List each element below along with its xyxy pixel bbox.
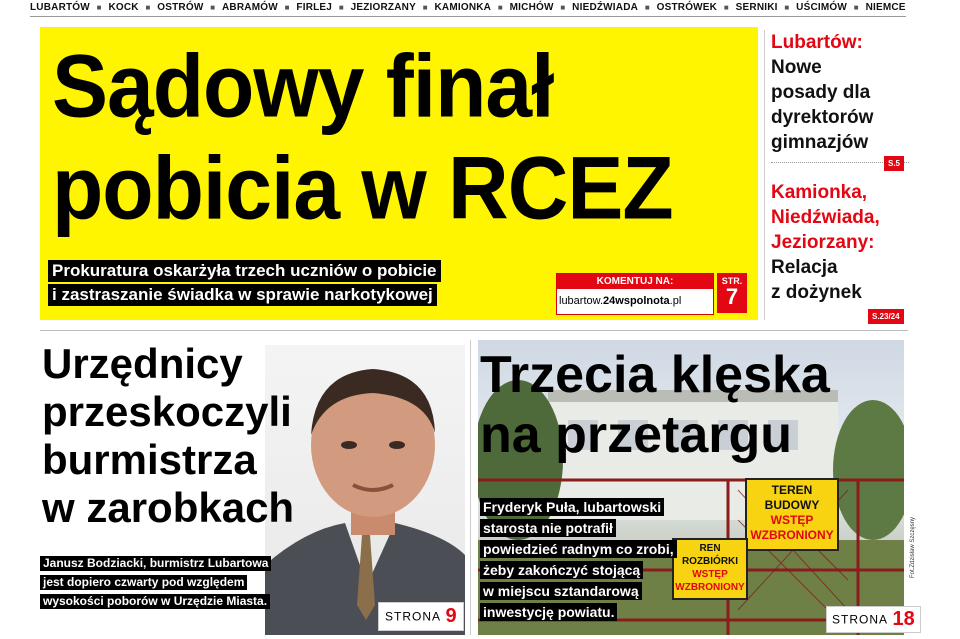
side-teaser-2-loc3: Jeziorzany: xyxy=(771,232,875,253)
side-teaser-2-line1: Relacja xyxy=(771,257,838,278)
nav-separator: ■ xyxy=(338,2,344,12)
comment-url-suffix: .pl xyxy=(669,295,682,307)
sign-building-line1: TEREN xyxy=(771,483,813,497)
story-left-headline-line1: Urzędnicy xyxy=(42,340,243,387)
side-teaser-1-location: Lubartów: xyxy=(771,32,863,53)
lead-subheadline xyxy=(48,260,548,308)
sign-building-line3: WSTĘP xyxy=(770,513,814,527)
side-teaser-2-loc2: Niedźwiada, xyxy=(771,207,880,228)
sign-building-line4: WZBRONIONY xyxy=(750,528,834,542)
lead-sub-line1: Prokuratura oskarżyła trzech uczniów o pobicie xyxy=(48,260,441,282)
nav-item-firlej[interactable]: FIRLEJ xyxy=(296,1,333,13)
nav-separator: ■ xyxy=(497,2,503,12)
column-divider xyxy=(764,30,765,320)
story-right-caption-line4: żeby zakończyć stojącą xyxy=(480,561,643,579)
story-divider xyxy=(470,340,471,635)
nav-separator: ■ xyxy=(210,2,216,12)
side-teaser-1-page[interactable]: S.5 xyxy=(884,156,904,171)
comment-box[interactable] xyxy=(556,273,714,315)
story-right-page-number: 18 xyxy=(892,608,915,630)
side-teaser-2[interactable] xyxy=(771,180,911,305)
comment-label: KOMENTUJ NA: xyxy=(557,274,713,289)
lead-headline-line2: pobicia w RCEZ xyxy=(52,137,673,238)
nav-separator: ■ xyxy=(853,2,859,12)
side-teaser-1[interactable] xyxy=(771,30,911,155)
nav-item-serniki[interactable]: SERNIKI xyxy=(735,1,778,13)
story-right-caption-line6: inwestycję powiatu. xyxy=(480,603,617,621)
story-left-caption-line2: jest dopiero czwarty pod względem xyxy=(40,575,247,590)
nav-item-ostrowek[interactable]: OSTRÓWEK xyxy=(656,1,718,13)
story-left-page-number: 9 xyxy=(445,605,457,627)
page-reference-label: STR. xyxy=(721,276,743,286)
story-right-caption-line5: w miejscu sztandarową xyxy=(480,582,642,600)
story-right-headline-line2: na przetargu xyxy=(480,406,793,464)
construction-sign-building xyxy=(745,478,839,551)
nav-item-michow[interactable]: MICHÓW xyxy=(509,1,554,13)
sign-demolition-line4: WZBRONIONY xyxy=(675,582,745,593)
nav-separator: ■ xyxy=(784,2,790,12)
story-right-caption xyxy=(480,498,677,624)
nav-item-jeziorzany[interactable]: JEZIORZANY xyxy=(350,1,416,13)
story-left-page-label: STRONA xyxy=(385,609,442,624)
nav-item-lubartow[interactable]: LUBARTÓW xyxy=(30,1,90,13)
story-left-page-badge[interactable] xyxy=(378,602,464,631)
construction-sign-demolition xyxy=(672,538,748,600)
nav-separator: ■ xyxy=(145,2,151,12)
side-teaser-1-line4: gimnazjów xyxy=(771,132,869,153)
nav-separator: ■ xyxy=(422,2,428,12)
nav-item-kock[interactable]: KOCK xyxy=(108,1,139,13)
story-right-caption-line3: powiedzieć radnym co zrobi, xyxy=(480,540,677,558)
story-left-caption-line1: Janusz Bodziacki, burmistrz Lubartowa xyxy=(40,556,271,571)
comment-url-prefix: lubartow. xyxy=(559,295,604,307)
story-right-caption-line2: starosta nie potrafił xyxy=(480,519,616,537)
page-reference-number: 7 xyxy=(725,284,739,309)
story-left-headline-line2: przeskoczyli xyxy=(42,388,292,435)
comment-url-bold: 24wspolnota xyxy=(603,295,670,307)
comment-url[interactable] xyxy=(559,295,681,307)
nav-separator: ■ xyxy=(723,2,729,12)
story-left-headline-line4: w zarobkach xyxy=(42,484,295,531)
nav-item-kamionka[interactable]: KAMIONKA xyxy=(434,1,492,13)
side-teaser-2-loc1: Kamionka, xyxy=(771,182,868,203)
sign-building-line2: BUDOWY xyxy=(764,498,820,512)
story-left-headline-line3: burmistrza xyxy=(42,436,257,483)
lead-headline[interactable] xyxy=(52,35,752,239)
story-right-page-badge[interactable] xyxy=(826,606,921,633)
sign-demolition-line3: WSTĘP xyxy=(692,569,728,580)
page-reference-badge[interactable] xyxy=(717,273,747,313)
photo-credit: Fot.Zdzisław Szczęsny xyxy=(910,516,916,578)
story-right-caption-line1: Fryderyk Puła, lubartowski xyxy=(480,498,664,516)
nav-separator: ■ xyxy=(284,2,290,12)
nav-item-niedzwiada[interactable]: NIEDŹWIADA xyxy=(572,1,639,13)
town-nav xyxy=(30,0,906,14)
lead-headline-line1: Sądowy finał xyxy=(52,36,554,136)
nav-separator: ■ xyxy=(96,2,102,12)
story-left-caption xyxy=(40,554,271,611)
nav-separator: ■ xyxy=(644,2,650,12)
nav-item-niemce[interactable]: NIEMCE xyxy=(865,1,906,13)
nav-item-ostrow[interactable]: OSTRÓW xyxy=(157,1,204,13)
lead-sub-line2: i zastraszanie świadka w sprawie narkotykowej xyxy=(48,284,437,306)
side-teaser-2-line2: z dożynek xyxy=(771,282,862,303)
nav-item-uscimow[interactable]: UŚCIMÓW xyxy=(796,1,848,13)
side-teaser-2-page[interactable]: S.23/24 xyxy=(868,309,904,324)
story-left-headline[interactable] xyxy=(42,340,322,532)
sign-demolition-line2: ROZBIÓRKI xyxy=(681,556,739,567)
lead-story[interactable] xyxy=(40,27,758,320)
side-teaser-1-line2: posady dla xyxy=(771,82,871,103)
side-teaser-1-line3: dyrektorów xyxy=(771,107,874,128)
story-right-headline-line1: Trzecia klęska xyxy=(480,346,830,404)
sign-demolition-line1: REN xyxy=(699,543,721,554)
story-left-caption-line3: wysokości poborów w Urzędzie Miasta. xyxy=(40,594,270,609)
story-right-page-label: STRONA xyxy=(832,612,889,627)
nav-item-abramow[interactable]: ABRAMÓW xyxy=(222,1,278,13)
nav-separator: ■ xyxy=(560,2,566,12)
section-divider xyxy=(40,330,908,331)
nav-divider xyxy=(30,16,906,17)
side-teaser-1-line1: Nowe xyxy=(771,57,822,78)
story-right-headline[interactable] xyxy=(480,345,900,465)
